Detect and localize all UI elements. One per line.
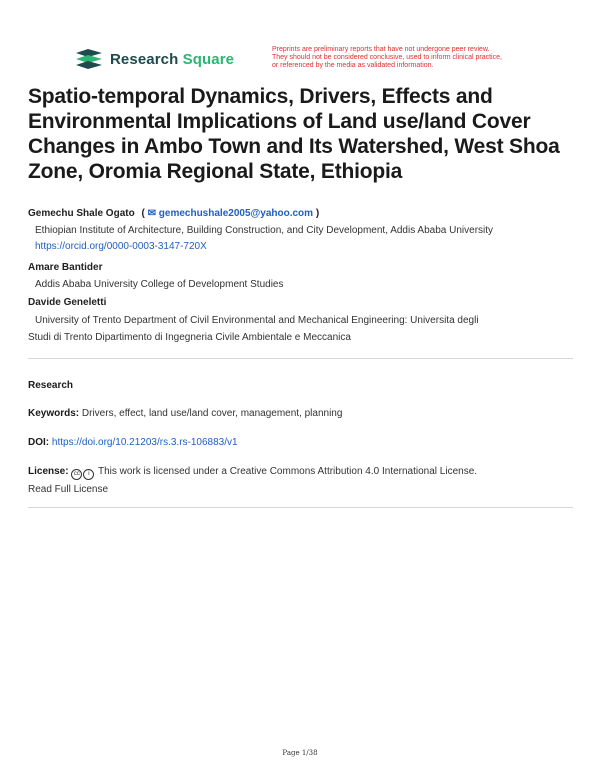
section-divider [28,358,573,359]
envelope-icon: ✉ [147,208,156,219]
license: License: cc i This work is licensed under a Creative Commons Attribution 4.0 International License. [28,466,477,480]
author-email-link[interactable]: ✉ gemechushale2005@yahoo.com [147,208,314,219]
attribution-icon: i [83,469,94,480]
author-affiliation: Addis Ababa University College of Development Studies [35,279,284,290]
research-square-logo[interactable] [74,48,234,70]
author-name: Amare Bantider [28,262,103,273]
cc-icon: cc [71,469,82,480]
doi-link[interactable]: https://doi.org/10.21203/rs.3.rs-106883/v1 [51,437,238,448]
article-type: Research [28,380,74,391]
preprint-notice: Preprints are preliminary reports that have not undergone peer review. They should not be considered conclusive, used to inform clinical practice, or referenced by the media as validated information. [272,46,502,69]
orcid-link[interactable]: https://orcid.org/0000-0003-3147-720X [35,241,207,252]
brand-name: Research Square [110,50,235,68]
research-square-logo-icon [74,48,104,70]
read-full-license-link[interactable]: Read Full License [28,484,109,495]
section-divider [28,507,573,508]
author-name: Davide Geneletti [28,297,107,308]
keywords: Keywords: Drivers, effect, land use/land cover, management, planning [28,408,343,419]
doi: DOI: https://doi.org/10.21203/rs.3.rs-106883/v1 [28,437,238,448]
author-name: Gemechu Shale Ogato ( ✉ gemechushale2005@yahoo.com ) [28,208,320,219]
page-number: Page 1/38 [282,749,318,757]
author-affiliation: Ethiopian Institute of Architecture, Building Construction, and City Development, Addis Ababa University [35,225,494,236]
author-affiliation-continued: Studi di Trento Dipartimento di Ingegneria Civile Ambientale e Meccanica [28,332,351,343]
paper-title: Spatio-temporal Dynamics, Drivers, Effects and Environmental Implications of Land use/land Cover Changes in Ambo Town and Its Watershed, West Shoa Zone, Oromia Regional State, Ethiopia [28,85,560,183]
author-affiliation: University of Trento Department of Civil Environmental and Mechanical Engineering: Universita degli [35,315,479,326]
